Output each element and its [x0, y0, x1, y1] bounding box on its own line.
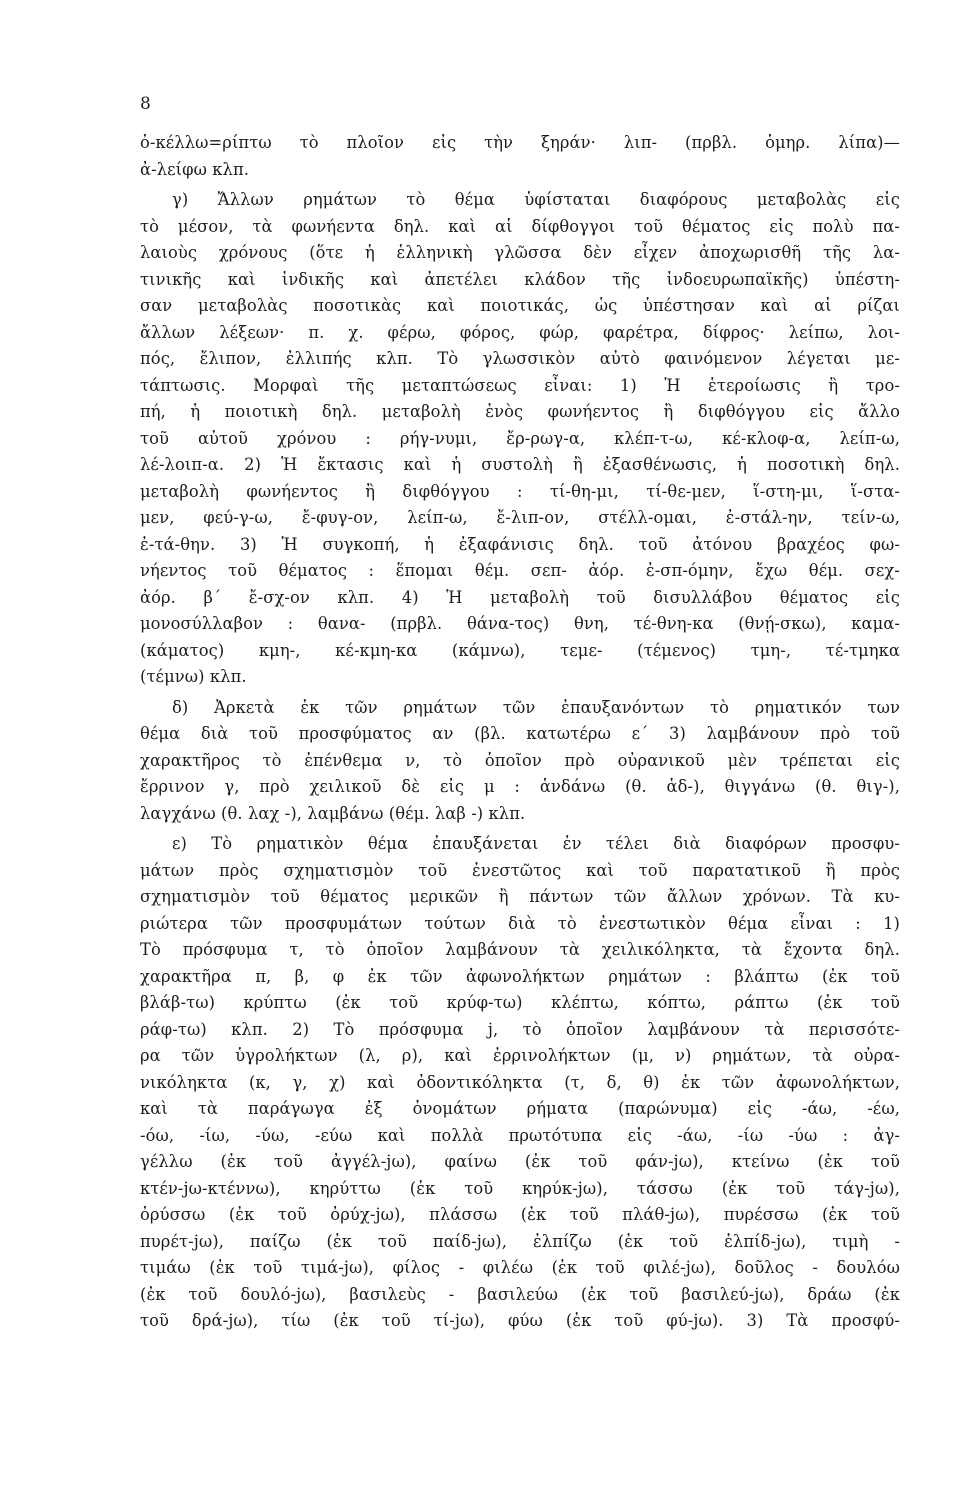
text-line: κτέν-jω-κτέννω), κηρύττω (ἐκ τοῦ κηρύκ-jω), τάσσω (ἐκ τοῦ τάγ-jω), — [140, 1178, 900, 1198]
text-line: τάπτωσις. Μορφαὶ τῆς μεταπτώσεως εἶναι: 1) Ἡ ἑτεροίωσις ἢ τρο- — [140, 375, 900, 395]
text-line: χαρακτῆρος τὸ ἐπένθεμα ν, τὸ ὁποῖον πρὸ οὐρανικοῦ μὲν τρέπεται εἰς — [140, 750, 900, 770]
text-line: ἐ-τά-θην. 3) Ἡ συγκοπή, ἡ ἐξαφάνισις δηλ. τοῦ ἀτόνου βραχέος φω- — [140, 534, 900, 554]
text-line: τινικῆς καὶ ἰνδικῆς καὶ ἀπετέλει κλάδον τῆς ἰνδοευρωπαϊκῆς) ὑπέστη- — [140, 269, 900, 289]
text-line: ὀ-κέλλω=ρίπτω τὸ πλοῖον εἰς τὴν ξηράν· λιπ- (πρβλ. ὁμηρ. λίπα)— — [140, 133, 900, 152]
text-line: ε) Τὸ ρηματικὸν θέμα ἐπαυξάνεται ἐν τέλει διὰ διαφόρων προσφυ- — [172, 834, 900, 853]
text-line: ἀόρ. β΄ ἔ-σχ-ον κλπ. 4) Ἡ μεταβολὴ τοῦ δισυλλάβου θέματος εἰς — [140, 587, 900, 607]
text-line: μάτων πρὸς σχηματισμὸν τοῦ ἐνεστῶτος καὶ τοῦ παρατατικοῦ ἢ πρὸς — [140, 860, 900, 880]
text-line: ἄλλων λέξεων· π. χ. φέρω, φόρος, φώρ, φαρέτρα, δίφρος· λείπω, λοι- — [140, 322, 900, 342]
text-line: γέλλω (ἐκ τοῦ ἀγγέλ-jω), φαίνω (ἐκ τοῦ φάν-jω), κτείνω (ἐκ τοῦ — [140, 1152, 900, 1171]
text-line: σχηματισμὸν τοῦ θέματος μερικῶν ἢ πάντων τῶν ἄλλων χρόνων. Τὰ κυ- — [140, 887, 900, 906]
text-line: λαιοὺς χρόνους (ὅτε ἡ ἑλληνικὴ γλῶσσα δὲν εἶχεν ἀποχωρισθῆ τῆς λα- — [140, 243, 900, 262]
text-line: σαν μεταβολὰς ποσοτικὰς καὶ ποιοτικάς, ὡς ὑπέστησαν καὶ αἱ ρίζαι — [140, 296, 900, 315]
text-line: νήεντος τοῦ θέματος : ἕπομαι θέμ. σεπ- ἀόρ. ἐ-σπ-όμην, ἔχω θέμ. σεχ- — [140, 561, 900, 580]
text-body — [140, 130, 900, 1335]
text-line: (ἐκ τοῦ δουλό-jω), βασιλεὺς - βασιλεύω (ἐκ τοῦ βασιλεύ-jω), δράω (ἐκ — [140, 1284, 900, 1304]
text-line: ριώτερα τῶν προσφυμάτων τούτων διὰ τὸ ἐνεστωτικὸν θέμα εἶναι : 1) — [140, 913, 900, 933]
text-line: ρα τῶν ὑγρολήκτων (λ, ρ), καὶ ἐρρινολήκτων (μ, ν) ρημάτων, τὰ οὐρα- — [140, 1046, 900, 1065]
text-line: χαρακτῆρα π, β, φ ἐκ τῶν ἀφωνολήκτων ρημάτων : βλάπτω (ἐκ τοῦ — [140, 966, 900, 986]
text-line: νικόληκτα (κ, γ, χ) καὶ ὀδοντικόληκτα (τ, δ, θ) ἐκ τῶν ἀφωνολήκτων, — [140, 1072, 900, 1092]
text-line: πυρέτ-jω), παίζω (ἐκ τοῦ παίδ-jω), ἐλπίζω (ἐκ τοῦ ἐλπίδ-jω), τιμὴ - — [140, 1231, 900, 1251]
text-line: μονοσύλλαβον : θανα- (πρβλ. θάνα-τος) θνη, τέ-θνη-κα (θνῄ-σκω), καμα- — [140, 614, 900, 633]
text-line: ράφ-τω) κλπ. 2) Τὸ πρόσφυμα j, τὸ ὁποῖον λαμβάνουν τὰ περισσότε- — [140, 1019, 900, 1039]
text-line: (κάματος) κμη-, κέ-κμη-κα (κάμνω), τεμε- (τέμενος) τμη-, τέ-τμηκα — [140, 640, 900, 660]
text-line: λέ-λοιπ-α. 2) Ἡ ἔκτασις καὶ ἡ συστολὴ ἢ ἐξασθένωσις, ἡ ποσοτικὴ δηλ. — [140, 455, 900, 474]
text-line: Τὸ πρόσφυμα τ, τὸ ὁποῖον λαμβάνουν τὰ χειλικόληκτα, τὰ ἔχοντα δηλ. — [140, 940, 900, 959]
text-line: λαγχάνω (θ. λαχ -), λαμβάνω (θέμ. λαβ -) κλπ. — [140, 803, 526, 823]
text-line: τοῦ δρά-jω), τίω (ἐκ τοῦ τί-jω), φύω (ἐκ τοῦ φύ-jω). 3) Τὰ προσφύ- — [140, 1311, 900, 1330]
text-line: θέμα διὰ τοῦ προσφύματος αν (βλ. κατωτέρω ε΄ 3) λαμβάνουν πρὸ τοῦ — [140, 724, 900, 743]
text-line: -όω, -ίω, -ύω, -εύω καὶ πολλὰ πρωτότυπα εἰς -άω, -ίω -ύω : ἀγ- — [140, 1125, 900, 1145]
text-line: δ) Ἀρκετὰ ἐκ τῶν ρημάτων τῶν ἐπαυξανόντων τὸ ρηματικόν των — [172, 697, 900, 717]
text-line: πή, ἡ ποιοτικὴ δηλ. μεταβολὴ ἑνὸς φωνήεντος ἢ διφθόγγου εἰς ἄλλο — [140, 402, 900, 421]
text-line: ἔρρινον γ, πρὸ χειλικοῦ δὲ εἰς μ : ἁνδάνω (θ. ἁδ-), θιγγάνω (θ. θιγ-), — [140, 777, 900, 796]
text-line: καὶ τὰ παράγωγα ἐξ ὀνομάτων ρήματα (παρώνυμα) εἰς -άω, -έω, — [140, 1099, 900, 1118]
page-number: 8 — [140, 94, 151, 114]
text-line: μεν, φεύ-γ-ω, ἔ-φυγ-ον, λείπ-ω, ἔ-λιπ-ον, στέλλ-ομαι, ἐ-στάλ-ην, τείν-ω, — [140, 508, 900, 527]
text-line: γ) Ἄλλων ρημάτων τὸ θέμα ὑφίσταται διαφόρους μεταβολὰς εἰς — [172, 190, 900, 209]
text-line: (τέμνω) κλπ. — [140, 667, 247, 686]
text-line: τιμάω (ἐκ τοῦ τιμά-jω), φίλος - φιλέω (ἐκ τοῦ φιλέ-jω), δοῦλος - δουλόω — [140, 1258, 900, 1277]
text-line: ἀ-λείφω κλπ. — [140, 159, 250, 179]
text-line: βλάβ-τω) κρύπτω (ἐκ τοῦ κρύφ-τω) κλέπτω, κόπτω, ράπτω (ἐκ τοῦ — [140, 993, 900, 1012]
text-line: πός, ἔλιπον, ἐλλιπής κλπ. Τὸ γλωσσικὸν αὐτὸ φαινόμενον λέγεται με- — [140, 349, 900, 368]
text-line: μεταβολὴ φωνήεντος ἢ διφθόγγου : τί-θη-μι, τί-θε-μεν, ἵ-στη-μι, ἵ-στα- — [140, 481, 900, 501]
text-line: τὸ μέσον, τὰ φωνήεντα δηλ. καὶ αἱ δίφθογγοι τοῦ θέματος εἰς πολὺ πα- — [140, 216, 900, 236]
text-line: τοῦ αὐτοῦ χρόνου : ρήγ-νυμι, ἔρ-ρωγ-α, κλέπ-τ-ω, κέ-κλοφ-α, λείπ-ω, — [140, 428, 900, 448]
text-line: ὀρύσσω (ἐκ τοῦ ὀρύχ-jω), πλάσσω (ἐκ τοῦ πλάθ-jω), πυρέσσω (ἐκ τοῦ — [140, 1205, 900, 1224]
